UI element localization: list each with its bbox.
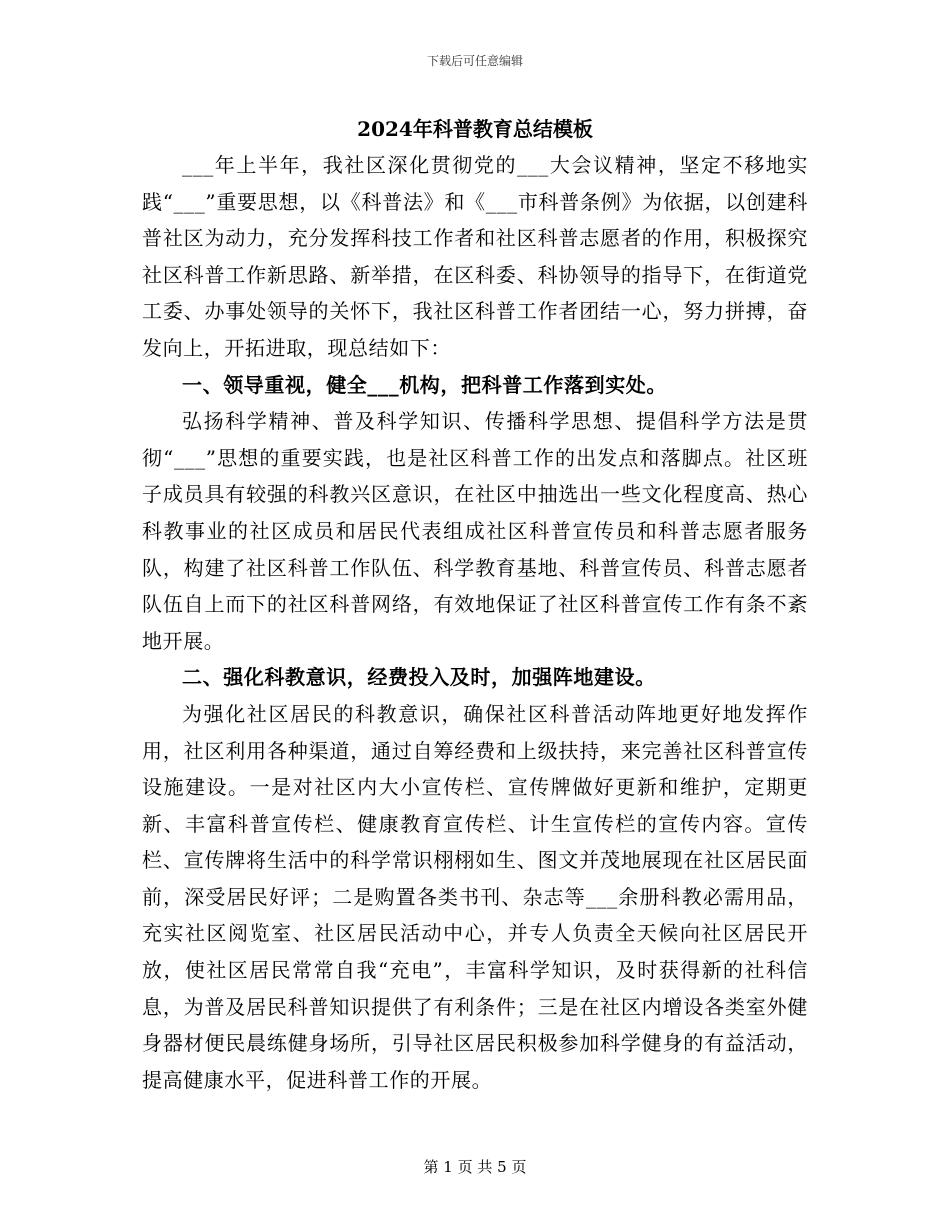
section-1-paragraph: 弘扬科学精神、普及科学知识、传播科学思想、提倡科学方法是贯彻“___”思想的重要实践，也是社区科普工作的出发点和落脚点。社区班子成员具有较强的科教兴区意识，在社区中抽选出一些文化程度高、热心科教事业的社区成员和居民代表组成社区科普宣传员和科普志愿者服务队，构建了社区科普工作队伍、科学教育基地、科普宣传员、科普志愿者队伍自上而下的社区科普网络，有效地保证了社区科普宣传工作有条不紊地开展。	[142, 409, 808, 653]
section-2-paragraph: 为强化社区居民的科教意识，确保社区科普活动阵地更好地发挥作用，社区利用各种渠道，通过自筹经费和上级扶持，来完善社区科普宣传设施建设。一是对社区内大小宣传栏、宣传牌做好更新和维护，定期更新、丰富科普宣传栏、健康教育宣传栏、计生宣传栏的宣传内容。宣传栏、宣传牌将生活中的科学常识栩栩如生、图文并茂地展现在社区居民面前，深受居民好评；二是购置各类书刊、杂志等___余册科教必需用品，充实社区阅览室、社区居民活动中心，并专人负责全天候向社区居民开放，使社区居民常常自我“充电”，丰富科学知识，及时获得新的社科信息，为普及居民科普知识提供了有利条件；三是在社区内增设各类室外健身器材便民晨练健身场所，引导社区居民积极参加科学健身的有益活动，提高健康水平，促进科普工作的开展。	[142, 701, 808, 1092]
document-body	[142, 112, 808, 1098]
page-header-note: 下载后可任意编辑	[426, 54, 523, 68]
document-title: 2024年科普教育总结模板	[357, 117, 593, 141]
section-2-heading: 二、强化科教意识，经费投入及时，加强阵地建设。	[182, 665, 656, 690]
intro-paragraph: ___年上半年，我社区深化贯彻党的___大会议精神，坚定不移地实践“___”重要思想，以《科普法》和《___市科普条例》为依据，以创建科普社区为动力，充分发挥科技工作者和社区科普志愿者的作用，积极探究社区科普工作新思路、新举措，在区科委、科协领导的指导下，在街道党工委、办事处领导的关怀下，我社区科普工作者团结一心，努力拼搏，奋发向上，开拓进取，现总结如下：	[142, 153, 808, 360]
section-1-heading: 一、领导重视，健全___机构，把科普工作落到实处。	[182, 372, 667, 397]
page-footer-number: 第 1 页 共 5 页	[423, 1158, 527, 1176]
